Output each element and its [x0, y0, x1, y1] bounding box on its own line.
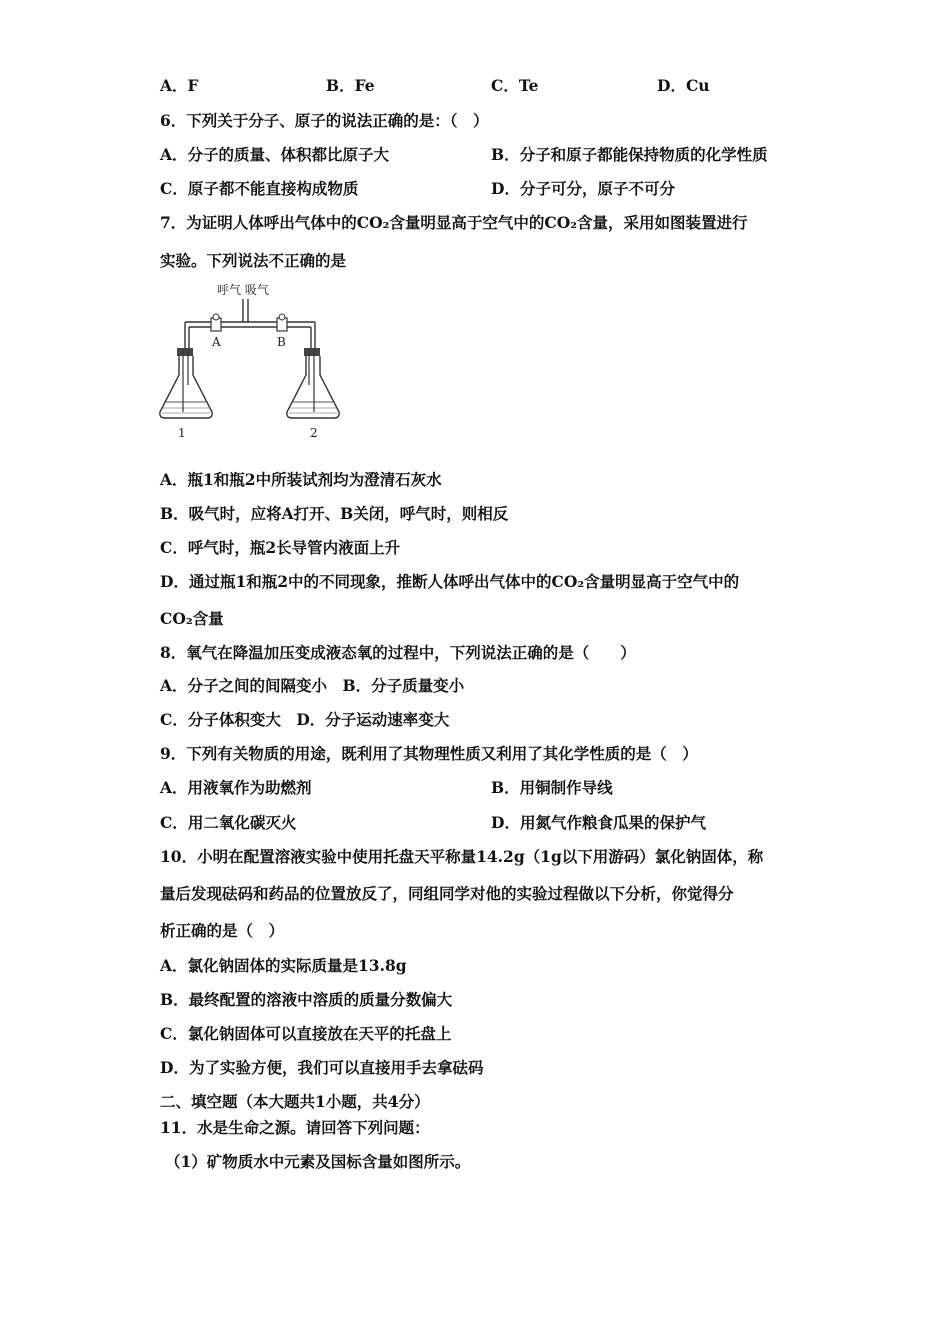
q7-apparatus-figure [155, 280, 340, 445]
q5-option-a: A．F [160, 76, 199, 95]
q10-option-a: A．氯化钠固体的实际质量是13.8g [160, 956, 407, 975]
flask-2-icon [287, 348, 339, 418]
q7-option-d-line1: D．通过瓶1和瓶2中的不同现象，推断人体呼出气体中的CO₂含量明显高于空气中的 [160, 572, 740, 591]
q7-option-a: A．瓶1和瓶2中所装试剂均为澄清石灰水 [160, 470, 442, 489]
q10-stem-line2: 量后发现砝码和药品的位置放反了，同组同学对他的实验过程做以下分析，你觉得分 [160, 884, 734, 903]
q7-stem-line1: 7．为证明人体呼出气体中的CO₂含量明显高于空气中的CO₂含量，采用如图装置进行 [160, 213, 748, 232]
figure-top-label: 呼气 吸气 [217, 283, 269, 297]
q6-option-d: D．分子可分，原子不可分 [491, 179, 675, 198]
q7-option-b: B．吸气时，应将A打开、B关闭，呼气时，则相反 [160, 504, 509, 523]
q7-option-c: C．呼气时，瓶2长导管内液面上升 [160, 538, 401, 557]
q11-stem: 11．水是生命之源。请回答下列问题： [160, 1118, 430, 1137]
q9-option-d: D．用氮气作粮食瓜果的保护气 [491, 813, 706, 832]
gas-bottle-apparatus-diagram [155, 280, 340, 445]
valve-b-label: B [277, 335, 286, 349]
section-2-title: 二、填空题（本大题共1小题，共4分） [160, 1092, 430, 1111]
q10-option-b: B．最终配置的溶液中溶质的质量分数偏大 [160, 990, 453, 1009]
q5-option-b: B．Fe [326, 76, 375, 95]
q9-stem: 9．下列有关物质的用途，既利用了其物理性质又利用了其化学性质的是（ ） [160, 744, 698, 763]
q6-option-a: A．分子的质量、体积都比原子大 [160, 145, 390, 164]
q7-option-d-line2: CO₂含量 [160, 609, 224, 628]
q10-option-c: C．氯化钠固体可以直接放在天平的托盘上 [160, 1024, 452, 1043]
flask-1-label: 1 [178, 426, 186, 440]
q9-option-c: C．用二氧化碳灭火 [160, 813, 297, 832]
q8-options-cd: C．分子体积变大 D．分子运动速率变大 [160, 710, 450, 729]
flask-2-label: 2 [310, 426, 318, 440]
q5-option-c: C．Te [491, 76, 539, 95]
valve-b-icon [277, 314, 287, 331]
q6-option-c: C．原子都不能直接构成物质 [160, 179, 359, 198]
q7-stem-line2: 实验。下列说法不正确的是 [160, 251, 347, 270]
q9-option-b: B．用铜制作导线 [491, 778, 613, 797]
q6-option-b: B．分子和原子都能保持物质的化学性质 [491, 145, 768, 164]
q11-part1: （1）矿物质水中元素及国标含量如图所示。 [165, 1152, 471, 1171]
q5-option-d: D．Cu [657, 76, 710, 95]
flask-1-icon [160, 348, 212, 418]
valve-a-icon [211, 314, 221, 331]
q8-stem: 8．氧气在降温加压变成液态氧的过程中，下列说法正确的是（ ） [160, 643, 636, 662]
valve-a-label: A [212, 335, 221, 349]
q8-options-ab: A．分子之间的间隔变小 B．分子质量变小 [160, 676, 465, 695]
q6-stem: 6．下列关于分子、原子的说法正确的是：（ ） [160, 111, 489, 130]
q10-option-d: D．为了实验方便，我们可以直接用手去拿砝码 [160, 1058, 484, 1077]
q10-stem-line1: 10．小明在配置溶液实验中使用托盘天平称量14.2g（1g以下用游码）氯化钠固体，称 [160, 847, 764, 866]
q9-option-a: A．用液氧作为助燃剂 [160, 778, 312, 797]
q10-stem-line3: 析正确的是（ ） [160, 921, 285, 940]
